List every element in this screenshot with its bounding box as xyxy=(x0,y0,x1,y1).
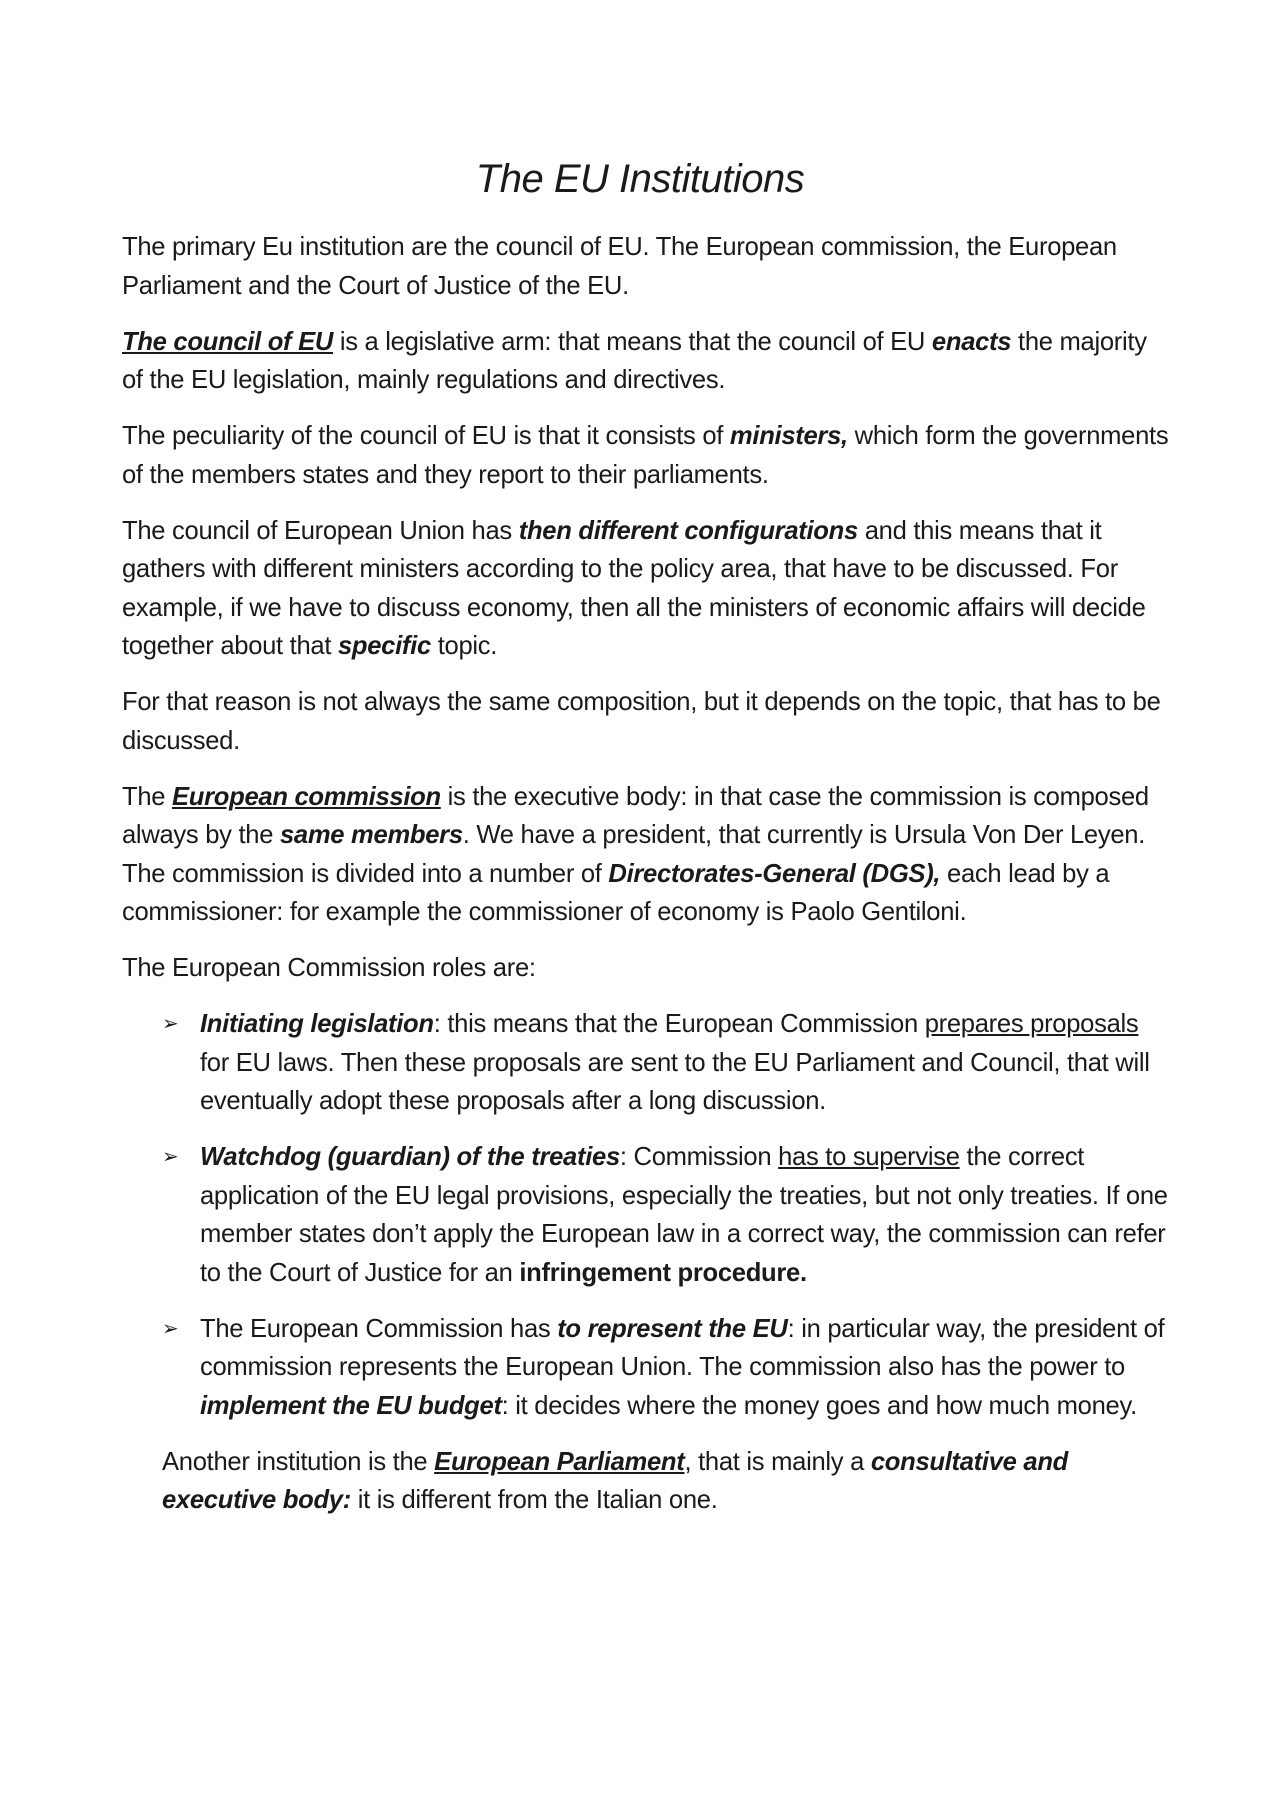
text-span: Another institution is the xyxy=(162,1447,435,1476)
text-span: The European Commission has xyxy=(200,1314,558,1343)
term-enacts: enacts xyxy=(931,327,1012,356)
paragraph-roles-intro: The European Commission roles are: xyxy=(122,954,536,982)
term-directorates-general: Directorates-General (DGS), xyxy=(608,859,941,888)
paragraph-configurations xyxy=(122,512,1172,666)
text-span: and this means that it gathers with different ministers according to the policy area, that have to be discussed. For example, if we have to discuss economy, then all the ministers of economic affairs will decide together about that xyxy=(122,516,1146,660)
term-watchdog: Watchdog (guardian) of the treaties xyxy=(200,1143,620,1171)
roles-list xyxy=(122,1005,1172,1425)
term-initiating-legislation: Initiating legislation xyxy=(200,1010,434,1038)
text-span: each lead by a commissioner: for example the commissioner of economy is Paolo Gentiloni. xyxy=(122,859,1110,926)
list-item-initiating-legislation xyxy=(162,1005,1172,1121)
text-span: : it decides where the money goes and how much money. xyxy=(501,1391,1137,1420)
text-span: the majority of the EU legislation, mainly regulations and directives. xyxy=(122,327,1147,394)
paragraph-commission xyxy=(122,778,1172,932)
page-title: The EU Institutions xyxy=(475,157,805,201)
term-european-commission: European commission xyxy=(172,782,441,811)
paragraph-peculiarity xyxy=(122,417,1172,494)
text-span: for EU laws. Then these proposals are sent to the EU Parliament and Council, that will eventually adopt these proposals after a long discussion. xyxy=(200,1048,1150,1115)
text-span: , that is mainly a xyxy=(684,1447,871,1476)
paragraph-intro: The primary Eu institution are the council of EU. The European commission, the European Parliament and the Court of Justice of the EU. xyxy=(122,233,1117,300)
text-span: topic. xyxy=(430,632,498,660)
arrow-bullet-icon: ➢ xyxy=(162,1317,179,1340)
term-represent-the-eu: to represent the EU xyxy=(557,1314,788,1343)
paragraph-council xyxy=(122,323,1172,400)
list-item-watchdog xyxy=(162,1138,1172,1292)
term-prepares-proposals: prepares proposals xyxy=(924,1010,1139,1038)
arrow-bullet-icon: ➢ xyxy=(162,1013,179,1035)
term-european-parliament: European Parliament xyxy=(434,1447,685,1476)
text-span: : in particular way, the president of commission represents the European Union. The commission also has the power to xyxy=(200,1314,1165,1381)
term-has-to-supervise: has to supervise xyxy=(778,1143,960,1171)
term-infringement-procedure: infringement procedure. xyxy=(519,1258,807,1287)
paragraph-composition: For that reason is not always the same composition, but it depends on the topic, that has to be discussed. xyxy=(122,688,1161,755)
text-span: . We have a president, that currently is Ursula Von Der Leyen. The commission is divided into a number of xyxy=(122,821,1146,888)
term-consultative-executive: consultative and executive body: xyxy=(162,1447,1068,1514)
text-span: is the executive body: in that case the commission is composed always by the xyxy=(122,782,1149,849)
arrow-bullet-icon: ➢ xyxy=(162,1146,179,1168)
text-span: the correct application of the EU legal provisions, especially the treaties, but not only treaties. If one member states don’t apply the European law in a correct way, the commission can refer to the Court of Justice for an xyxy=(200,1143,1168,1287)
term-specific: specific xyxy=(337,632,431,660)
document-body xyxy=(122,228,1172,1537)
paragraph-parliament xyxy=(122,1443,1172,1520)
text-span: The peculiarity of the council of EU is that it consists of xyxy=(122,422,730,450)
text-span: it is different from the Italian one. xyxy=(350,1486,718,1514)
text-span: is a legislative arm: that means that the council of EU xyxy=(333,327,932,356)
text-span: which form the governments of the members states and they report to their parliaments. xyxy=(122,422,1169,489)
term-implement-budget: implement the EU budget xyxy=(200,1391,502,1420)
term-same-members: same members xyxy=(279,821,463,849)
term-council-of-eu: The council of EU xyxy=(122,327,334,356)
text-span: : this means that the European Commission xyxy=(433,1010,925,1038)
text-span: : Commission xyxy=(619,1143,779,1171)
term-different-configurations: then different configurations xyxy=(518,516,858,545)
text-span: The xyxy=(122,782,173,811)
list-item-represent-eu xyxy=(162,1310,1172,1426)
term-ministers: ministers, xyxy=(729,422,848,450)
text-span: The council of European Union has xyxy=(122,516,519,545)
